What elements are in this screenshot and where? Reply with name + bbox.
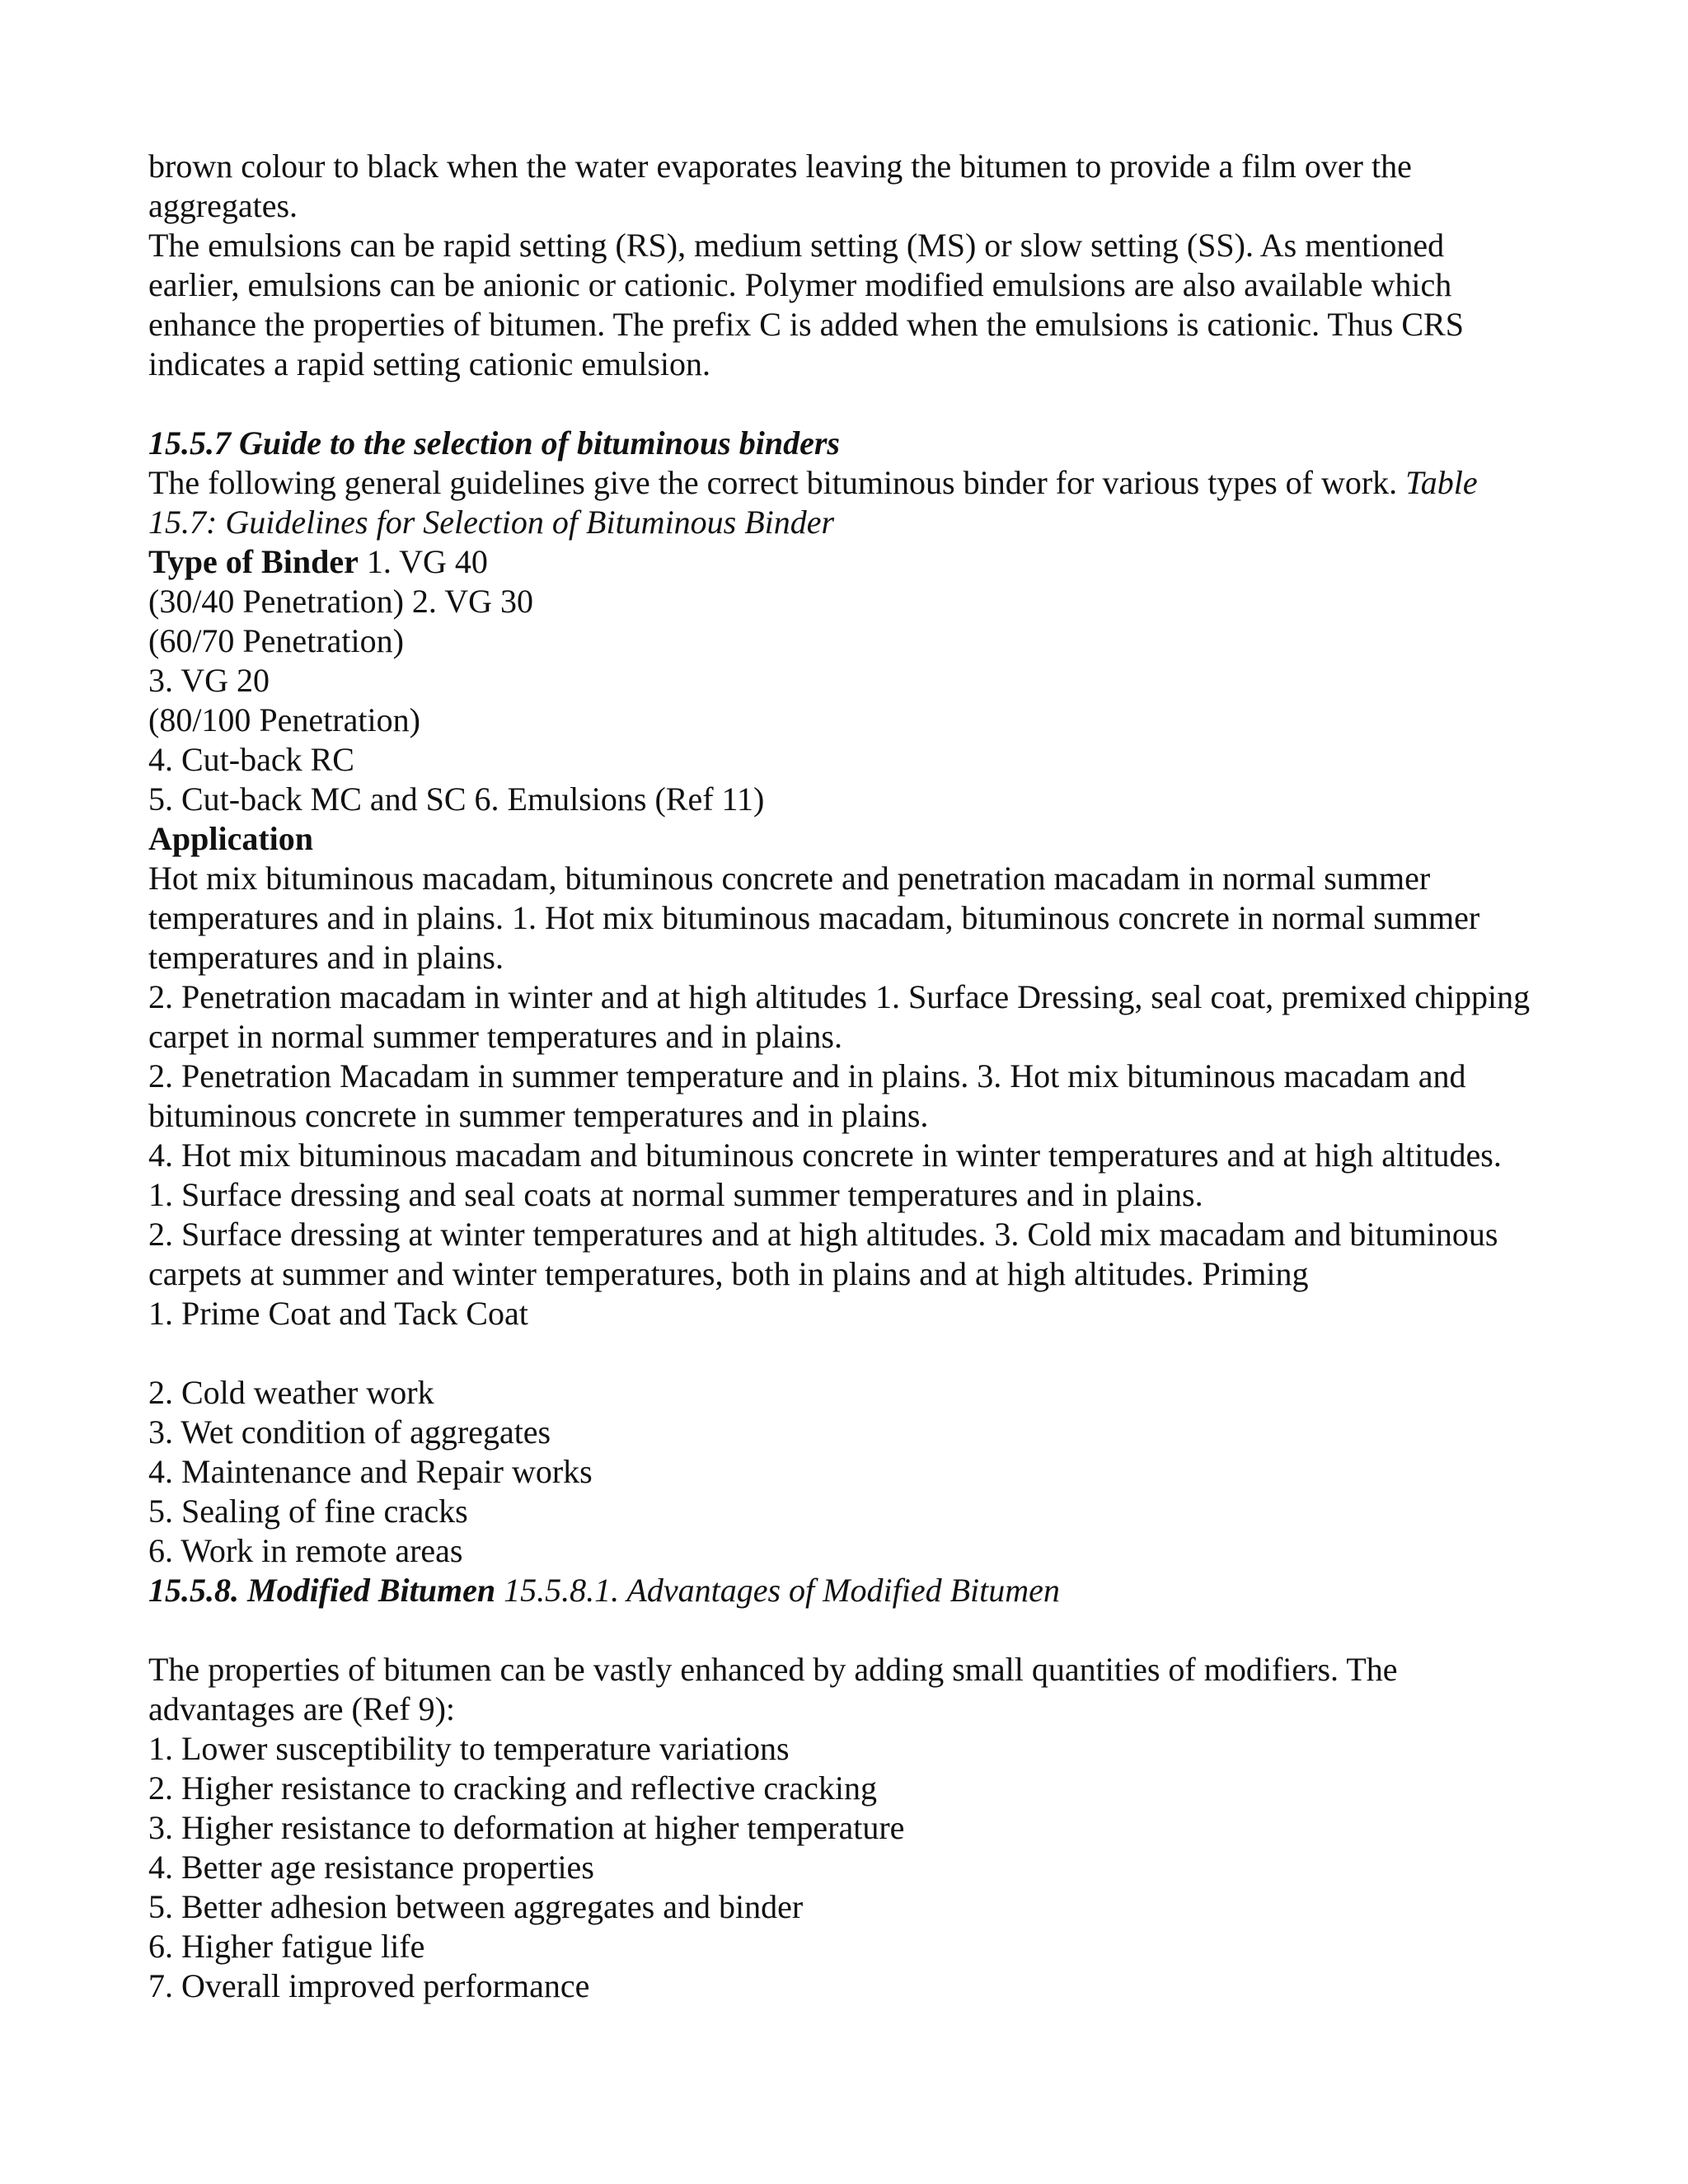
paragraph-line: indicates a rapid setting cationic emulsion. xyxy=(148,345,711,382)
application-line: carpets at summer and winter temperatures, both in plains and at high altitudes. Priming xyxy=(148,1255,1309,1292)
application-line: 1. Surface dressing and seal coats at normal summer temperatures and in plains. xyxy=(148,1176,1203,1213)
paragraph-line: brown colour to black when the water evaporates leaving the bitumen to provide a film over the xyxy=(148,148,1412,185)
application-line: 2. Cold weather work xyxy=(148,1374,434,1411)
application-line: bituminous concrete in summer temperatures and in plains. xyxy=(148,1097,929,1134)
section-title: 15.5.8. Modified Bitumen xyxy=(148,1572,496,1609)
subsection-title: 15.5.8.1. Advantages of Modified Bitumen xyxy=(495,1572,1060,1609)
intro-line xyxy=(148,463,1566,503)
application-line: 2. Penetration macadam in winter and at high altitudes 1. Surface Dressing, seal coat, premixed chipping xyxy=(148,978,1531,1015)
binder-line: (60/70 Penetration) xyxy=(148,622,404,659)
paragraph-line: enhance the properties of bitumen. The prefix C is added when the emulsions is cationic. Thus CRS xyxy=(148,306,1464,343)
section-title: Guide to the selection of bituminous binders xyxy=(231,424,840,462)
application-line: 4. Hot mix bituminous macadam and bituminous concrete in winter temperatures and at high altitudes. xyxy=(148,1137,1502,1174)
list-item: 4. Better age resistance properties xyxy=(148,1849,594,1886)
list-item: 5. Better adhesion between aggregates and binder xyxy=(148,1888,804,1925)
application-line: temperatures and in plains. xyxy=(148,939,504,976)
paragraph-line: aggregates. xyxy=(148,187,298,224)
binder-line: 3. VG 20 xyxy=(148,662,270,699)
application-line: 2. Surface dressing at winter temperatures and at high altitudes. 3. Cold mix macadam and bituminous xyxy=(148,1216,1498,1253)
binder-line: (80/100 Penetration) xyxy=(148,701,420,738)
table-caption-line: 15.7: Guidelines for Selection of Bituminous Binder xyxy=(148,504,835,541)
binder-header-line xyxy=(148,542,1566,582)
spacer xyxy=(148,1333,1566,1373)
application-line: 3. Wet condition of aggregates xyxy=(148,1413,551,1451)
section-heading-15-5-7 xyxy=(148,424,1566,463)
list-item: 6. Higher fatigue life xyxy=(148,1928,425,1965)
spacer xyxy=(148,384,1566,424)
application-line: 5. Sealing of fine cracks xyxy=(148,1493,468,1530)
application-line: 1. Prime Coat and Tack Coat xyxy=(148,1295,528,1332)
paragraph-line: earlier, emulsions can be anionic or cationic. Polymer modified emulsions are also available which xyxy=(148,266,1452,303)
application-line: 4. Maintenance and Repair works xyxy=(148,1453,593,1490)
application-line: temperatures and in plains. 1. Hot mix bituminous macadam, bituminous concrete in normal summer xyxy=(148,899,1480,936)
list-item: 3. Higher resistance to deformation at higher temperature xyxy=(148,1809,905,1846)
table-caption: Table xyxy=(1405,464,1478,501)
section-heading-15-5-8 xyxy=(148,1571,1566,1610)
section-number: 15.5.7 xyxy=(148,424,231,462)
application-line: 2. Penetration Macadam in summer temperature and in plains. 3. Hot mix bituminous macadam and xyxy=(148,1057,1466,1094)
intro-text: The following general guidelines give the correct bituminous binder for various types of work. xyxy=(148,464,1406,501)
binder-label: Type of Binder xyxy=(148,543,359,580)
list-item: 2. Higher resistance to cracking and reflective cracking xyxy=(148,1769,878,1807)
binder-item: 1. VG 40 xyxy=(358,543,488,580)
spacer xyxy=(148,1610,1566,1650)
paragraph-line: advantages are (Ref 9): xyxy=(148,1690,456,1727)
application-label: Application xyxy=(148,820,314,857)
binder-line: (30/40 Penetration) 2. VG 30 xyxy=(148,583,533,620)
application-line: carpet in normal summer temperatures and in plains. xyxy=(148,1018,842,1055)
application-line: Hot mix bituminous macadam, bituminous concrete and penetration macadam in normal summer xyxy=(148,860,1431,897)
document-page xyxy=(148,147,1566,2006)
list-item: 1. Lower susceptibility to temperature variations xyxy=(148,1730,790,1767)
paragraph-line: The emulsions can be rapid setting (RS), medium setting (MS) or slow setting (SS). As mentioned xyxy=(148,227,1445,264)
binder-line: 5. Cut-back MC and SC 6. Emulsions (Ref 11) xyxy=(148,780,765,818)
application-line: 6. Work in remote areas xyxy=(148,1532,463,1569)
binder-line: 4. Cut-back RC xyxy=(148,741,354,778)
list-item: 7. Overall improved performance xyxy=(148,1967,590,2004)
paragraph-line: The properties of bitumen can be vastly enhanced by adding small quantities of modifiers. The xyxy=(148,1651,1398,1688)
